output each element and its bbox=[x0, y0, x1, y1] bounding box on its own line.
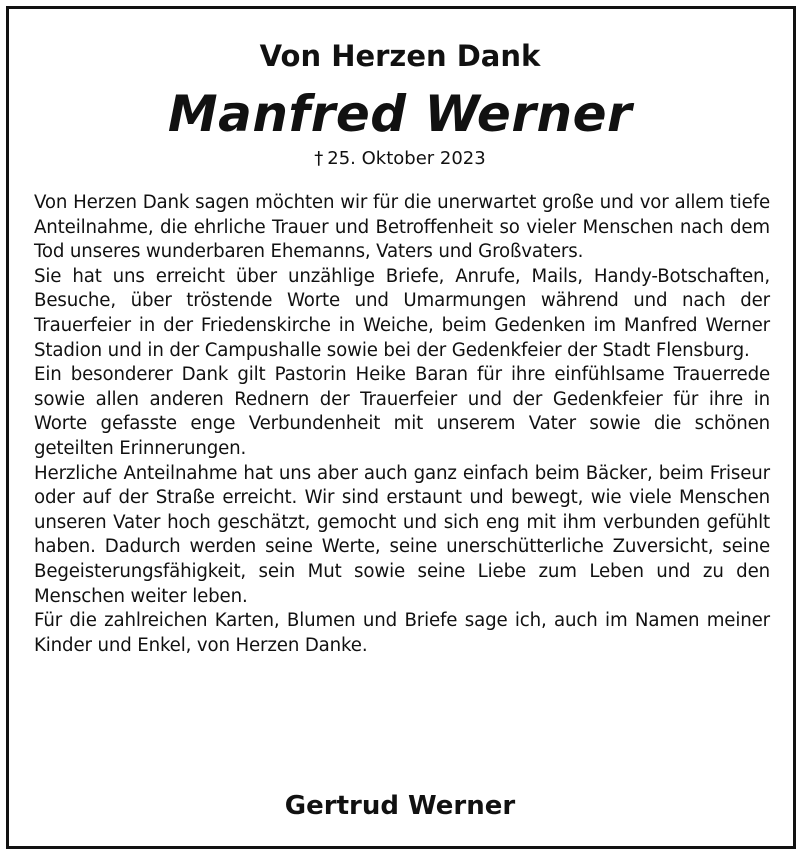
notice-body bbox=[34, 191, 770, 658]
signature: Gertrud Werner bbox=[284, 791, 516, 821]
deceased-name: Manfred Werner bbox=[167, 85, 633, 143]
paragraph-1: Von Herzen Dank sagen möchten wir für die unerwartet große und vor allem tiefe Anteilnahme, die ehrliche Trauer und Betroffenheit so vieler Menschen nach dem Tod unseres wunderbaren Ehemanns, Vaters und Großvaters. bbox=[34, 192, 770, 263]
paragraph-4: Herzliche Anteilnahme hat uns aber auch ganz einfach beim Bäcker, beim Friseur oder auf der Straße erreicht. Wir sind erstaunt und bewegt, wie viele Menschen unseren Vater hoch geschätzt, gemocht und sich eng mit ihm verbunden gefühlt haben. Dadurch werden seine Werte, seine unerschütterliche Zuversicht, seine Begeisterungsfähigkeit, sein Mut sowie seine Liebe zum Leben und zu den Menschen weiter leben. bbox=[34, 462, 770, 607]
paragraph-2: Sie hat uns erreicht über unzählige Briefe, Anrufe, Mails, Handy-Botschaften, Besuche, über tröstende Worte und Umarmungen während und nach der Trauerfeier in der Friedenskirche in Weiche, beim Gedenken im Manfred Werner Stadion und in der Campushalle sowie bei der Gedenkfeier der Stadt Flensburg. bbox=[34, 265, 770, 361]
death-date-line bbox=[0, 147, 800, 171]
paragraph-5: Für die zahlreichen Karten, Blumen und Briefe sage ich, auch im Namen meiner Kinder und Enkel, von Herzen Danke. bbox=[34, 610, 770, 656]
paragraph-3: Ein besonderer Dank gilt Pastorin Heike Baran für ihre einfühlsame Trauerrede sowie allen anderen Rednern der Trauerfeier und der Gedenkfeier für ihre in Worte gefasste enge Verbundenheit mit unserem Vater sowie die schönen geteilten Erinnerungen. bbox=[34, 364, 770, 459]
death-date: 25. Oktober 2023 bbox=[327, 148, 486, 169]
cross-symbol: † bbox=[314, 148, 324, 169]
notice-heading: Von Herzen Dank bbox=[259, 39, 541, 73]
